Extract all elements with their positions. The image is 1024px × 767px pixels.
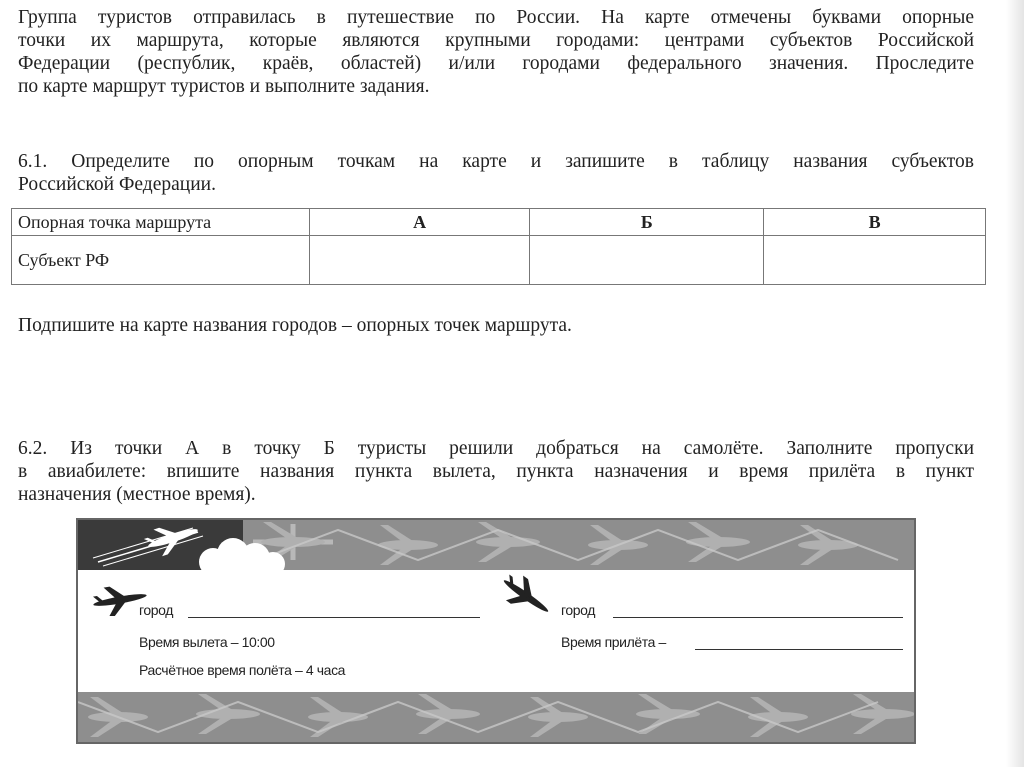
header-point-b: Б bbox=[530, 209, 764, 236]
map-instruction bbox=[18, 314, 974, 337]
header-point-v: В bbox=[764, 209, 986, 236]
task-6-2-line: назначения (местное время). bbox=[18, 484, 256, 505]
map-instruction-text: Подпишите на карте названия городов – опорных точек маршрута. bbox=[18, 315, 572, 336]
task-6-2-line: в авиабилете: впишите названия пункта вылета, пункта назначения и время прилёта в пункт bbox=[18, 461, 974, 482]
table-header-row bbox=[12, 209, 986, 236]
departure-time: Время вылета – 10:00 bbox=[139, 634, 275, 650]
cloud-icon bbox=[173, 520, 293, 570]
header-route-point: Опорная точка маршрута bbox=[12, 209, 310, 236]
answer-cell-v[interactable] bbox=[764, 236, 986, 285]
task-6-1-line: 6.1. Определите по опорным точкам на карте и запишите в таблицу названия субъектов bbox=[18, 151, 974, 172]
ticket-body bbox=[78, 570, 914, 692]
arrival-time-label: Время прилёта – bbox=[561, 634, 666, 650]
answer-cell-b[interactable] bbox=[530, 236, 764, 285]
arrival-city-label: город bbox=[561, 602, 596, 618]
row-label-subject: Субъект РФ bbox=[12, 236, 310, 285]
flight-duration: Расчётное время полёта – 4 часа bbox=[139, 662, 346, 678]
intro-line: Федерации (республик, краёв, областей) и/или городами федерального значения. Проследите bbox=[18, 53, 974, 74]
arrival-city-field[interactable] bbox=[613, 617, 903, 618]
header-point-a: А bbox=[309, 209, 530, 236]
arrival-time-field[interactable] bbox=[695, 649, 903, 650]
answer-cell-a[interactable] bbox=[309, 236, 530, 285]
page-edge-shadow bbox=[1006, 0, 1024, 767]
task-6-1-text bbox=[18, 150, 974, 196]
intro-line: точки их маршрута, которые являются крупными городами: центрами субъектов Российской bbox=[18, 30, 974, 51]
task-6-1-line: Российской Федерации. bbox=[18, 174, 216, 195]
departure-city-field[interactable] bbox=[188, 617, 480, 618]
intro-paragraph bbox=[18, 6, 974, 98]
arrival-plane-icon bbox=[496, 574, 556, 618]
departure-city-label: город bbox=[139, 602, 174, 618]
table-row bbox=[12, 236, 986, 285]
task-6-2-text bbox=[18, 437, 974, 506]
ticket-top-band bbox=[78, 520, 914, 570]
intro-line: по карте маршрут туристов и выполните задания. bbox=[18, 76, 430, 97]
intro-line: Группа туристов отправилась в путешествие по России. На карте отмечены буквами опорные bbox=[18, 7, 974, 28]
ticket-bottom-band bbox=[78, 692, 914, 742]
route-points-table bbox=[11, 208, 986, 285]
air-ticket bbox=[76, 518, 916, 744]
plane-pattern-icon bbox=[78, 692, 914, 742]
task-6-2-line: 6.2. Из точки А в точку Б туристы решили добраться на самолёте. Заполните пропуски bbox=[18, 438, 974, 459]
